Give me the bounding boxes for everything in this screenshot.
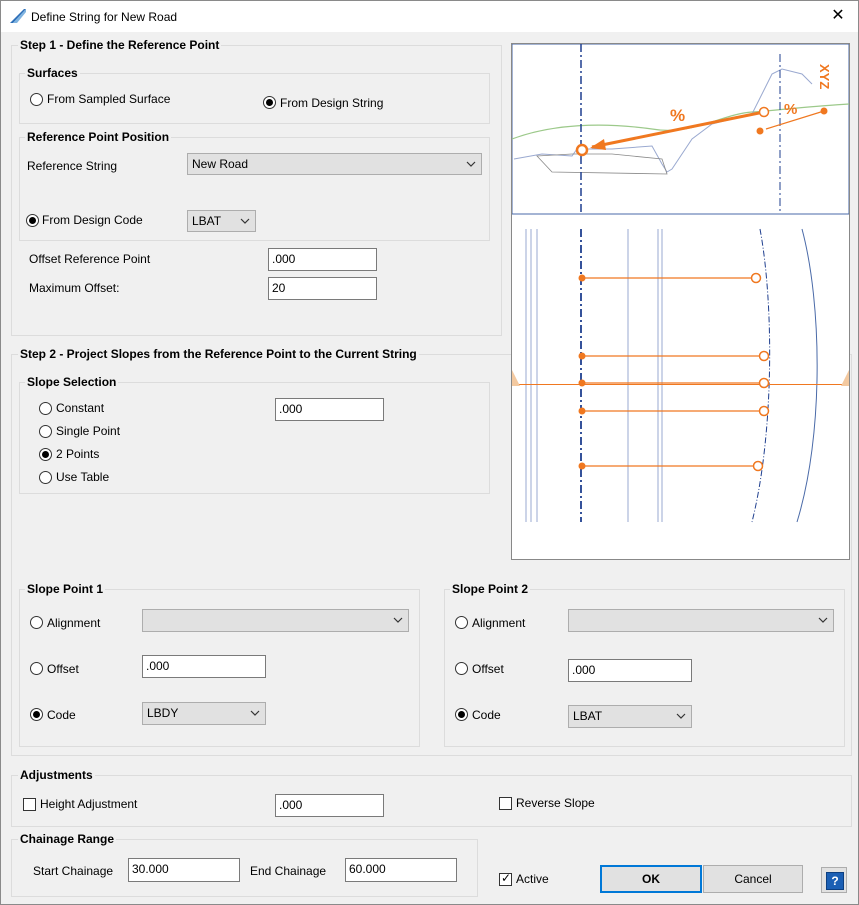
reference-string-select[interactable] (187, 153, 482, 175)
window-title: Define String for New Road (31, 10, 178, 24)
from-sampled-surface-label: From Sampled Surface (47, 92, 171, 106)
chevron-down-icon (466, 154, 476, 174)
section-line (512, 384, 849, 385)
sp2-alignment-radio[interactable] (455, 616, 468, 629)
slope-single-point-radio[interactable] (39, 425, 52, 438)
chainage-range-title: Chainage Range (20, 832, 115, 846)
start-chainage-input[interactable]: 30.000 (128, 858, 240, 882)
slope-point-marker (760, 108, 769, 117)
projection-end-marker (760, 407, 769, 416)
chevron-down-icon (818, 610, 828, 630)
height-adjustment-checkbox[interactable] (23, 798, 36, 811)
projection-point (579, 408, 586, 415)
sp1-code-select[interactable] (142, 702, 266, 725)
ok-button[interactable]: OK (600, 865, 702, 893)
title-bar (1, 1, 858, 32)
slope-point2-marker (757, 128, 764, 135)
percent-label-1: % (670, 106, 686, 125)
slope-single-point-label: Single Point (56, 424, 121, 438)
end-chainage-label: End Chainage (250, 864, 327, 878)
sp2-offset-input[interactable]: .000 (568, 659, 692, 682)
reference-point-marker (577, 145, 587, 155)
sp2-offset-label: Offset (472, 662, 504, 676)
chevron-down-icon (676, 706, 686, 726)
adjustments-title: Adjustments (20, 768, 93, 782)
sp1-offset-label: Offset (47, 662, 79, 676)
sp1-offset-input[interactable]: .000 (142, 655, 266, 678)
offset-reference-point-input[interactable]: .000 (268, 248, 377, 271)
slope-2-points-radio[interactable] (39, 448, 52, 461)
projection-point (579, 380, 586, 387)
section-marker-left (512, 370, 520, 386)
height-adjustment-input[interactable]: .000 (275, 794, 384, 817)
slope-use-table-radio[interactable] (39, 471, 52, 484)
help-icon (826, 872, 844, 890)
reverse-slope-checkbox[interactable] (499, 797, 512, 810)
slope-constant-radio[interactable] (39, 402, 52, 415)
slope-use-table-label: Use Table (56, 470, 110, 484)
diagram-graphic (512, 44, 849, 559)
app-icon (9, 8, 27, 24)
check-icon: ✓ (501, 871, 512, 885)
projection-end-marker (760, 352, 769, 361)
projection-end-marker (754, 462, 763, 471)
projection-point (579, 275, 586, 282)
maximum-offset-label: Maximum Offset: (29, 281, 120, 295)
from-sampled-surface-radio[interactable] (30, 93, 43, 106)
help-glyph: ? (831, 874, 839, 888)
ref-point-position-title: Reference Point Position (27, 130, 170, 144)
help-button[interactable] (821, 867, 847, 893)
from-design-string-label: From Design String (280, 96, 384, 110)
chevron-down-icon (250, 703, 260, 723)
projection-point (579, 463, 586, 470)
slope-constant-label: Constant (56, 401, 105, 415)
sp2-alignment-label: Alignment (472, 616, 526, 630)
projection-end-marker (752, 274, 761, 283)
plan-curve (797, 229, 817, 522)
projection-point (579, 353, 586, 360)
sp1-alignment-select[interactable] (142, 609, 409, 632)
sp1-offset-radio[interactable] (30, 662, 43, 675)
end-chainage-input[interactable]: 60.000 (345, 858, 457, 882)
from-design-string-radio[interactable] (263, 96, 276, 109)
surfaces-title: Surfaces (27, 66, 78, 80)
reference-string-label: Reference String (27, 159, 118, 173)
sp1-alignment-label: Alignment (47, 616, 101, 630)
sp2-offset-radio[interactable] (455, 662, 468, 675)
slope-point1-title: Slope Point 1 (27, 582, 104, 596)
step2-title: Step 2 - Project Slopes from the Reference Point to the Current String (20, 347, 417, 361)
sp2-alignment-select[interactable] (568, 609, 834, 632)
design-code-select[interactable] (187, 210, 256, 232)
step1-title: Step 1 - Define the Reference Point (20, 38, 220, 52)
sp1-code-label: Code (47, 708, 76, 722)
height-adjustment-label: Height Adjustment (40, 797, 138, 811)
chevron-down-icon (240, 211, 250, 231)
slope-selection-title: Slope Selection (27, 375, 117, 389)
reverse-slope-label: Reverse Slope (516, 796, 595, 810)
sp1-code-radio[interactable] (30, 708, 43, 721)
active-label: Active (516, 872, 549, 886)
reference-point-diagram (511, 43, 850, 560)
from-design-code-label: From Design Code (42, 213, 143, 227)
sp1-alignment-radio[interactable] (30, 616, 43, 629)
offset-reference-point-label: Offset Reference Point (29, 252, 151, 266)
close-button[interactable]: ✕ (831, 7, 845, 24)
active-checkbox[interactable] (499, 873, 512, 886)
sp2-code-value: LBAT (573, 709, 603, 723)
slope-point2-title: Slope Point 2 (452, 582, 529, 596)
chevron-down-icon (393, 610, 403, 630)
reference-string-value: New Road (192, 157, 249, 171)
sp2-code-label: Code (472, 708, 501, 722)
projection-end-marker (760, 379, 769, 388)
start-chainage-label: Start Chainage (33, 864, 114, 878)
sp2-code-radio[interactable] (455, 708, 468, 721)
section-marker-right (841, 370, 849, 386)
slope-2-points-label: 2 Points (56, 447, 100, 461)
constant-slope-input[interactable]: .000 (275, 398, 384, 421)
design-code-value: LBAT (192, 214, 222, 228)
cancel-button[interactable]: Cancel (703, 865, 803, 893)
sp1-code-value: LBDY (147, 706, 179, 720)
from-design-code-radio[interactable] (26, 214, 39, 227)
xyz-label: XYZ (817, 64, 832, 90)
maximum-offset-input[interactable]: 20 (268, 277, 377, 300)
sp2-code-select[interactable] (568, 705, 692, 728)
percent-label-2: % (784, 101, 798, 118)
